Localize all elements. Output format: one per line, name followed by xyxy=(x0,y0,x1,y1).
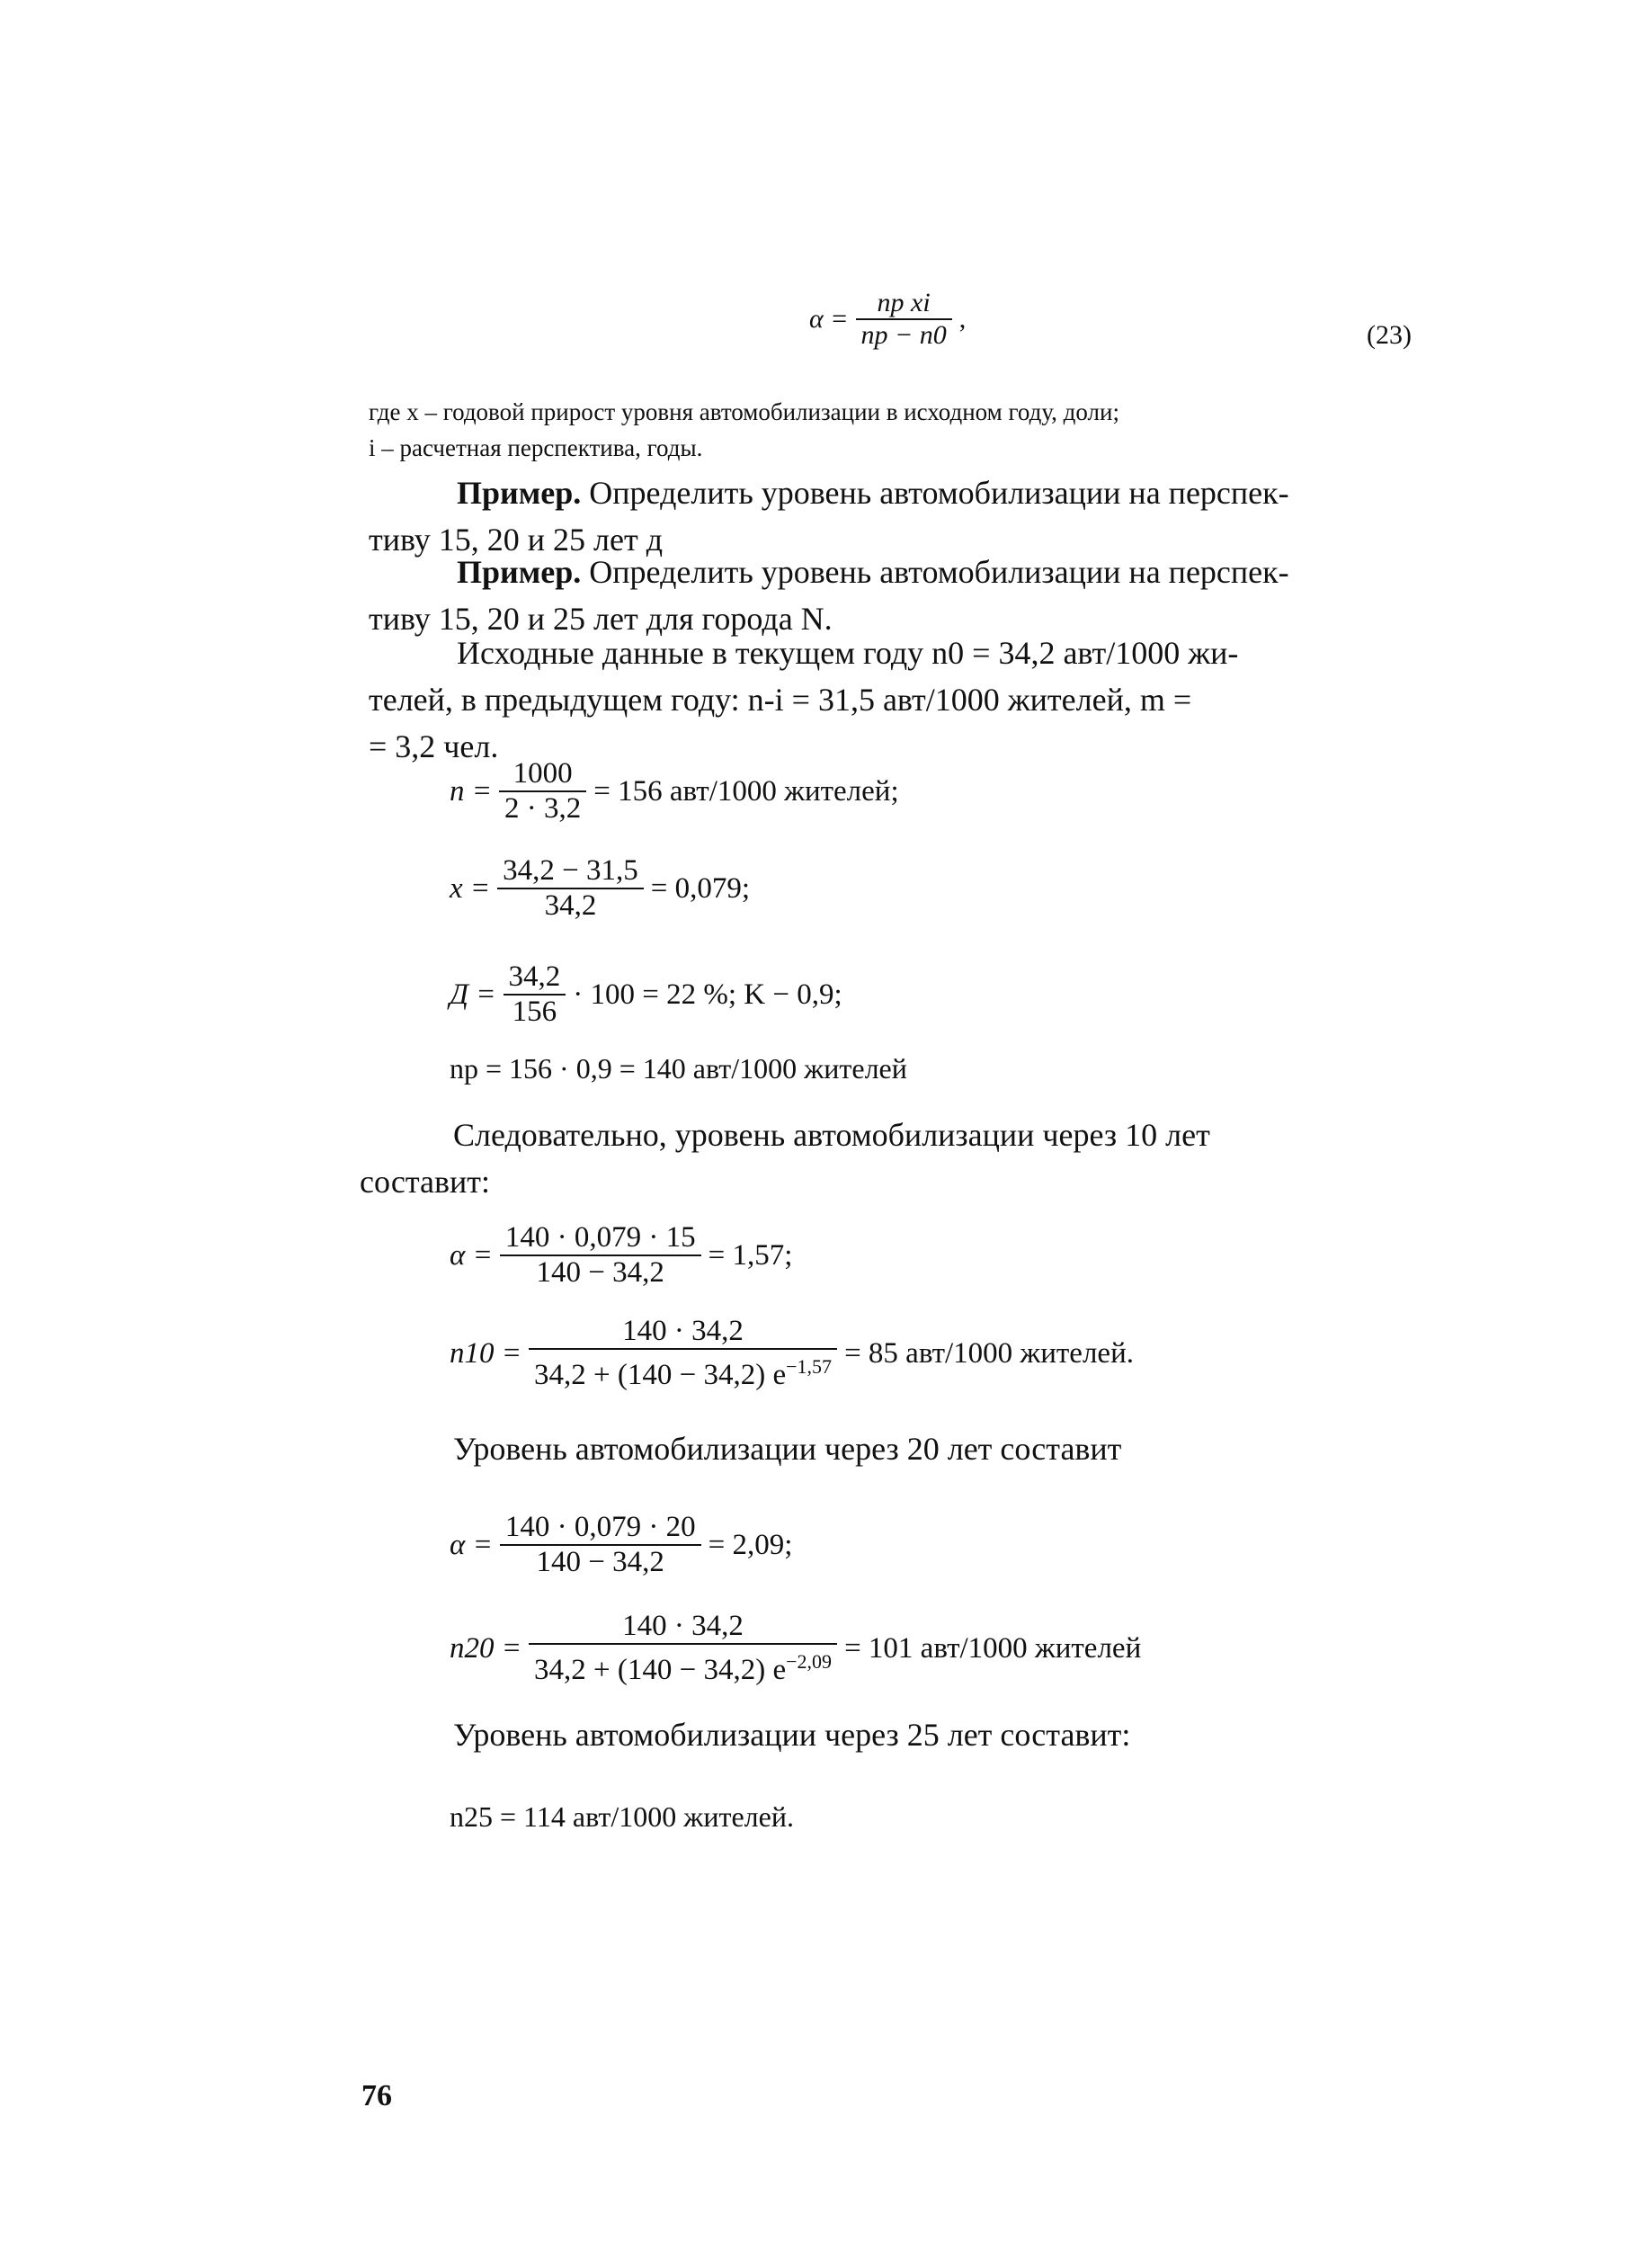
equation-d-rhs: · 100 = 22 %; K − 0,9; xyxy=(573,978,842,1011)
where-line-1: где x – годовой прирост уровня автомобилизации в исходном году, доли; xyxy=(369,398,1119,425)
example-1-text-1: Определить уровень автомобилизации на перспек- xyxy=(589,475,1289,511)
equation-n20-lhs: n20 = xyxy=(450,1631,522,1665)
equation-n10-lhs: n10 = xyxy=(450,1336,522,1370)
equation-n20-den-exp: −2,09 xyxy=(786,1650,833,1673)
equation-alpha-15 xyxy=(450,1221,792,1290)
equation-n20-fraction xyxy=(529,1610,837,1687)
equation-x-fraction xyxy=(497,854,644,923)
equation-n10-numerator: 140 · 34,2 xyxy=(529,1315,837,1350)
initial-data-line-3: = 3,2 чел. xyxy=(369,728,499,764)
example-2-lead: Пример. xyxy=(457,554,582,590)
formula-23-comma: , xyxy=(958,304,967,334)
conclusion-10-paragraph xyxy=(360,1112,1430,1205)
level-25-text: Уровень автомобилизации через 25 лет составит: xyxy=(453,1717,1131,1753)
where-definition xyxy=(369,394,1430,466)
example-2-line-1 xyxy=(369,549,1430,595)
equation-n-fraction xyxy=(499,757,586,826)
equation-alpha-20-lhs: α = xyxy=(450,1528,493,1561)
conclusion-10-line-1: Следовательно, уровень автомобилизации через 10 лет xyxy=(453,1117,1210,1153)
equation-alpha-15-fraction xyxy=(500,1221,701,1290)
example-2-text-1: Определить уровень автомобилизации на перспек- xyxy=(589,554,1289,590)
equation-n10 xyxy=(450,1315,1134,1392)
equation-alpha-20-fraction xyxy=(500,1511,701,1579)
equation-n25: n25 = 114 авт/1000 жителей. xyxy=(450,1800,794,1833)
equation-x-rhs: = 0,079; xyxy=(650,871,751,905)
equation-alpha-15-rhs: = 1,57; xyxy=(708,1238,793,1272)
initial-data-paragraph xyxy=(369,630,1430,770)
equation-n10-denominator xyxy=(529,1350,837,1392)
page-number: 76 xyxy=(361,2079,392,2112)
conclusion-10-line-2: составит: xyxy=(360,1164,491,1200)
initial-data-line-1: Исходные данные в текущем году n0 = 34,2 авт/1000 жи- xyxy=(457,635,1239,671)
equation-alpha-15-lhs: α = xyxy=(450,1238,493,1272)
example-1-line-1 xyxy=(369,469,1430,516)
equation-d xyxy=(450,960,842,1029)
equation-n-rhs: = 156 авт/1000 жителей; xyxy=(593,774,899,808)
equation-n20 xyxy=(450,1610,1141,1687)
equation-n10-fraction xyxy=(529,1315,837,1392)
equation-n20-numerator: 140 · 34,2 xyxy=(529,1610,837,1645)
equation-alpha-15-numerator: 140 · 0,079 · 15 xyxy=(500,1221,701,1256)
equation-alpha-20-rhs: = 2,09; xyxy=(708,1528,793,1561)
equation-x xyxy=(450,854,750,923)
equation-d-numerator: 34,2 xyxy=(504,960,566,996)
equation-n10-rhs: = 85 авт/1000 жителей. xyxy=(844,1336,1134,1370)
where-line-2: i – расчетная перспектива, годы. xyxy=(369,434,703,461)
equation-n-lhs: n = xyxy=(450,774,493,808)
initial-data-line-2: телей, в предыдущем году: n-i = 31,5 авт/1000 жителей, m = xyxy=(369,682,1192,718)
equation-d-lhs: Д = xyxy=(450,978,496,1011)
equation-d-fraction xyxy=(504,960,566,1029)
equation-x-numerator: 34,2 − 31,5 xyxy=(497,854,644,889)
equation-n-numerator: 1000 xyxy=(499,757,586,792)
equation-alpha-15-denominator: 140 − 34,2 xyxy=(536,1256,664,1289)
equation-n-denominator: 2 · 3,2 xyxy=(504,792,582,825)
equation-x-lhs: x = xyxy=(450,871,491,905)
equation-alpha-20-denominator: 140 − 34,2 xyxy=(536,1546,664,1578)
equation-n20-rhs: = 101 авт/1000 жителей xyxy=(844,1631,1142,1665)
equation-n10-den-exp: −1,57 xyxy=(786,1355,833,1378)
level-20-text: Уровень автомобилизации через 20 лет составит xyxy=(453,1431,1122,1467)
equation-n20-den-base: 34,2 + (140 − 34,2) e xyxy=(534,1654,787,1686)
equation-n10-den-base: 34,2 + (140 − 34,2) e xyxy=(534,1359,787,1391)
formula-23-lhs: α = xyxy=(809,304,849,334)
formula-23 xyxy=(809,288,966,351)
formula-number: (23) xyxy=(1367,320,1412,350)
example-1-lead: Пример. xyxy=(457,475,582,511)
formula-23-fraction xyxy=(856,288,952,351)
example-1-line-2: тиву 15, 20 и 25 лет д xyxy=(369,522,664,558)
equation-d-denominator: 156 xyxy=(512,996,557,1028)
example-2-line-2: тиву 15, 20 и 25 лет для города N. xyxy=(369,601,833,637)
equation-n xyxy=(450,757,899,826)
formula-23-denominator: nр − n0 xyxy=(860,320,947,350)
equation-n20-denominator xyxy=(529,1645,837,1687)
formula-23-numerator: nр xi xyxy=(856,288,952,320)
equation-alpha-20-numerator: 140 · 0,079 · 20 xyxy=(500,1511,701,1546)
equation-x-denominator: 34,2 xyxy=(544,889,597,922)
equation-np: nр = 156 · 0,9 = 140 авт/1000 жителей xyxy=(450,1052,907,1085)
example-2-paragraph xyxy=(369,549,1430,642)
equation-alpha-20 xyxy=(450,1511,792,1579)
